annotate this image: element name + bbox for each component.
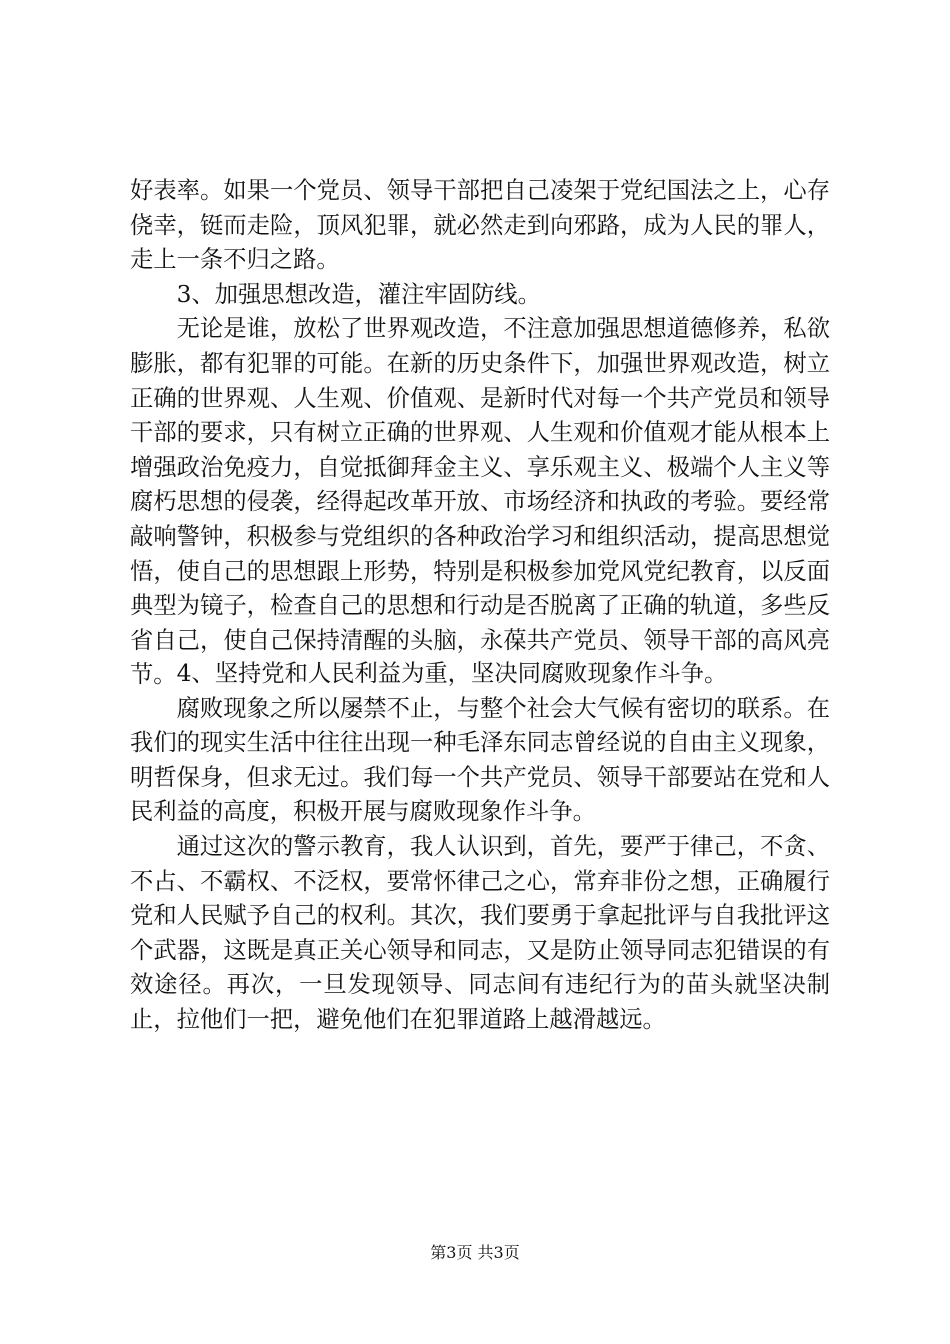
text-section-b [130,657,830,1038]
text-section-a [130,174,830,693]
paragraph-corruption: 腐败现象之所以屡禁不止，与整个社会大气候有密切的联系。在我们的现实生活中往往出现一种毛泽东同志曾经说的自由主义现象，明哲保身，但求无过。我们每一个共产党员、领导干部要站在党和人民利益的高度，积极开展与腐败现象作斗争。 [130,694,830,826]
paragraph-continuation: 好表率。如果一个党员、领导干部把自己凌架于党纪国法之上，心存侥幸，铤而走险，顶风犯罪，就必然走到向邪路，成为人民的罪人，走上一条不归之路。 [130,177,830,274]
paragraph-conclusion: 通过这次的警示教育，我人认识到，首先，要严于律己，不贪、不占、不霸权、不泛权，要常怀律己之心，常弃非份之想，正确履行党和人民赋予自己的权利。其次，我们要勇于拿起批评与自我批评这个武器，这既是真正关心领导和同志，又是防止领导同志犯错误的有效途径。再次，一旦发现领导、同志间有违纪行为的苗头就坚决制止，拉他们一把，避免他们在犯罪道路上越滑越远。 [130,832,830,1033]
page-footer: 第3页 共3页 [430,1243,520,1262]
paragraph-worldview: 无论是谁，放松了世界观改造，不注意加强思想道德修养，私欲膨胀，都有犯罪的可能。在新的历史条件下，加强世界观改造，树立正确的世界观、人生观、价值观、是新时代对每一个共产党员和领导干部的要求，只有树立正确的世界观、人生观和价值观才能从根本上增强政治免疫力，自觉抵御拜金主义、享乐观主义、极端个人主义等腐朽思想的侵袭，经得起改革开放、市场经济和执政的考验。要经常敲响警钟，积极参与党组织的各种政治学习和组织活动，提高思想觉悟，使自己的思想跟上形势，特别是积极参加党风党纪教育，以反面典型为镜子，检查自己的思想和行动是否脱离了正确的轨道，多些反省自己，使自己保持清醒的头脑，永葆共产党员、领导干部的高风亮节。 [130,315,830,689]
section-heading-3: 3、加强思想改造，灌注牢固防线。 [176,280,541,308]
section-heading-4: 4、坚持党和人民利益为重，坚决同腐败现象作斗争。 [176,660,728,687]
